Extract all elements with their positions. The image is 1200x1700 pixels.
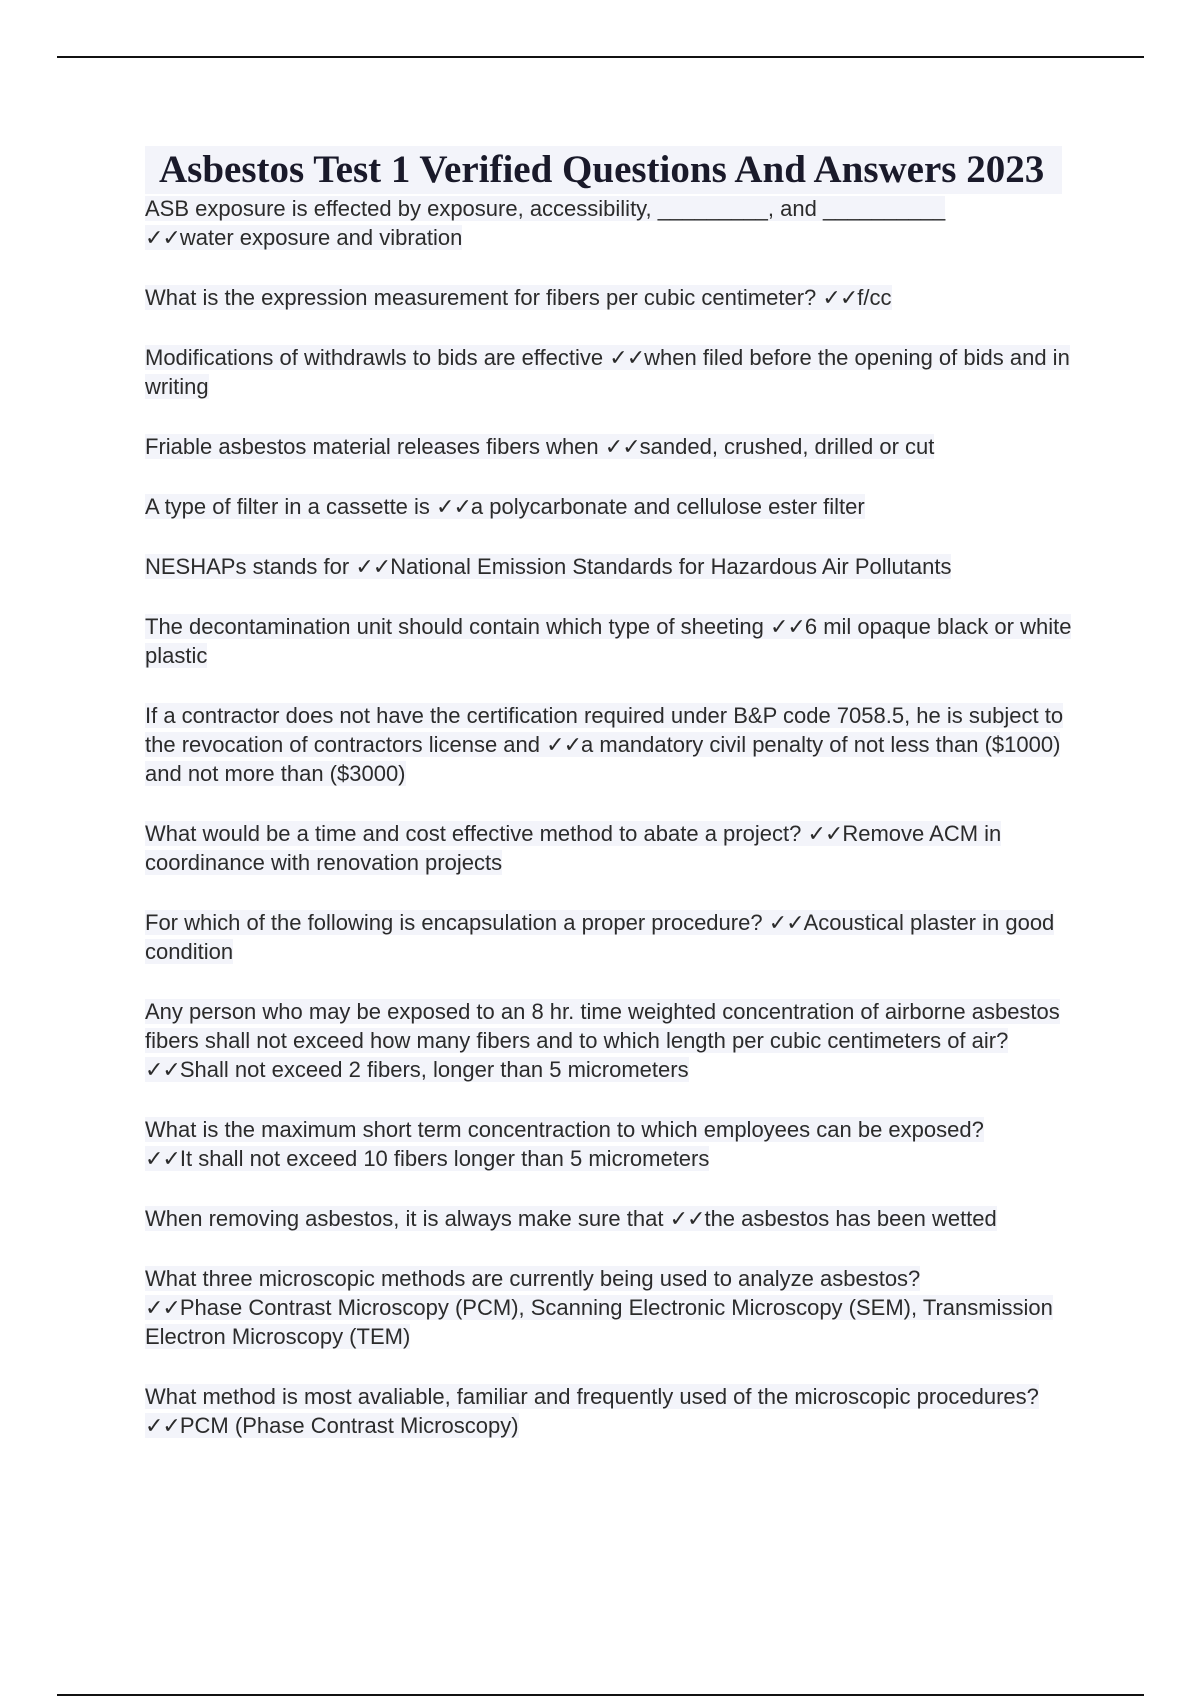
qa-item <box>145 701 1095 788</box>
check-mark-icon: ✓✓ <box>609 345 645 370</box>
answer-text: 6 mil opaque black or white plastic <box>145 614 1072 668</box>
qa-text <box>145 910 1054 964</box>
qa-item <box>145 432 1095 461</box>
document-title: Asbestos Test 1 Verified Questions And Answers 2023 <box>145 146 1062 194</box>
bottom-divider <box>57 1694 1144 1696</box>
qa-text <box>145 1117 984 1171</box>
qa-item <box>145 1382 1095 1440</box>
question-text: Friable asbestos material releases fibers when <box>145 434 599 459</box>
question-text: Any person who may be exposed to an 8 hr. time weighted concentration of airborne asbestos fibers shall not exceed how many fibers and to which length per cubic centimeters of air? <box>145 999 1060 1053</box>
check-mark-icon: ✓✓ <box>604 434 640 459</box>
qa-item <box>145 194 1095 252</box>
check-mark-icon: ✓✓ <box>546 732 582 757</box>
qa-text <box>145 1206 997 1231</box>
qa-item <box>145 1264 1095 1351</box>
qa-item <box>145 1204 1095 1233</box>
check-mark-icon: ✓✓ <box>145 225 180 250</box>
question-text: A type of filter in a cassette is <box>145 494 430 519</box>
check-mark-icon: ✓✓ <box>769 614 805 639</box>
check-mark-icon: ✓✓ <box>145 1295 180 1320</box>
check-mark-icon: ✓✓ <box>768 910 804 935</box>
check-mark-icon: ✓✓ <box>436 494 471 519</box>
answer-text: f/cc <box>857 285 892 310</box>
question-text: ASB exposure is effected by exposure, accessibility, _________, and __________ <box>145 196 946 221</box>
document-body <box>145 146 1095 1440</box>
qa-text <box>145 434 934 459</box>
qa-text <box>145 196 945 250</box>
question-text: What would be a time and cost effective method to abate a project? <box>145 821 802 846</box>
qa-text <box>145 1266 1053 1349</box>
qa-item <box>145 283 1095 312</box>
check-mark-icon: ✓✓ <box>807 821 843 846</box>
qa-text <box>145 821 1001 875</box>
question-text: What method is most avaliable, familiar and frequently used of the microscopic procedures? <box>145 1384 1039 1409</box>
qa-item <box>145 343 1095 401</box>
question-text: NESHAPs stands for <box>145 554 350 579</box>
answer-text: water exposure and vibration <box>179 225 463 250</box>
answer-text: Acoustical plaster in good condition <box>145 910 1055 964</box>
answer-text: the asbestos has been wetted <box>704 1206 997 1231</box>
qa-item <box>145 552 1095 581</box>
answer-text: Remove ACM in coordinance with renovation projects <box>145 821 1002 875</box>
answer-text: National Emission Standards for Hazardous Air Pollutants <box>390 554 952 579</box>
answer-text: PCM (Phase Contrast Microscopy) <box>179 1413 519 1438</box>
question-text: The decontamination unit should contain which type of sheeting <box>145 614 764 639</box>
top-divider <box>57 56 1144 58</box>
question-text: If a contractor does not have the certification required under B&P code 7058.5, he is subject to the revocation of contractors license and <box>145 703 1064 757</box>
check-mark-icon: ✓✓ <box>822 285 858 310</box>
question-text: When removing asbestos, it is always make sure that <box>145 1206 664 1231</box>
answer-text: when filed before the opening of bids and in writing <box>145 345 1070 399</box>
check-mark-icon: ✓✓ <box>669 1206 705 1231</box>
answer-text: a polycarbonate and cellulose ester filter <box>470 494 865 519</box>
qa-text <box>145 554 951 579</box>
qa-item <box>145 1115 1095 1173</box>
qa-item <box>145 492 1095 521</box>
answer-text: Phase Contrast Microscopy (PCM), Scanning Electronic Microscopy (SEM), Transmission Electron Microscopy (TEM) <box>145 1295 1053 1349</box>
qa-item <box>145 612 1095 670</box>
question-text: What three microscopic methods are currently being used to analyze asbestos? <box>145 1266 921 1291</box>
answer-text: sanded, crushed, drilled or cut <box>639 434 935 459</box>
qa-text <box>145 285 892 310</box>
title-block <box>145 146 1095 194</box>
qa-text <box>145 345 1070 399</box>
qa-item <box>145 819 1095 877</box>
check-mark-icon: ✓✓ <box>145 1146 180 1171</box>
check-mark-icon: ✓✓ <box>145 1057 180 1082</box>
qa-text <box>145 1384 1039 1438</box>
qa-text <box>145 494 865 519</box>
answer-text: Shall not exceed 2 fibers, longer than 5 micrometers <box>179 1057 689 1082</box>
question-text: For which of the following is encapsulation a proper procedure? <box>145 910 763 935</box>
question-text: What is the expression measurement for fibers per cubic centimeter? <box>145 285 817 310</box>
question-text: What is the maximum short term concentraction to which employees can be exposed? <box>145 1117 984 1142</box>
check-mark-icon: ✓✓ <box>145 1413 180 1438</box>
qa-text <box>145 703 1063 786</box>
qa-item <box>145 908 1095 966</box>
qa-item <box>145 997 1095 1084</box>
qa-text <box>145 999 1060 1082</box>
check-mark-icon: ✓✓ <box>355 554 391 579</box>
answer-text: It shall not exceed 10 fibers longer than 5 micrometers <box>179 1146 710 1171</box>
qa-list <box>145 194 1095 1440</box>
answer-text: a mandatory civil penalty of not less than ($1000) and not more than ($3000) <box>145 732 1061 786</box>
qa-text <box>145 614 1071 668</box>
question-text: Modifications of withdrawls to bids are effective <box>145 345 604 370</box>
